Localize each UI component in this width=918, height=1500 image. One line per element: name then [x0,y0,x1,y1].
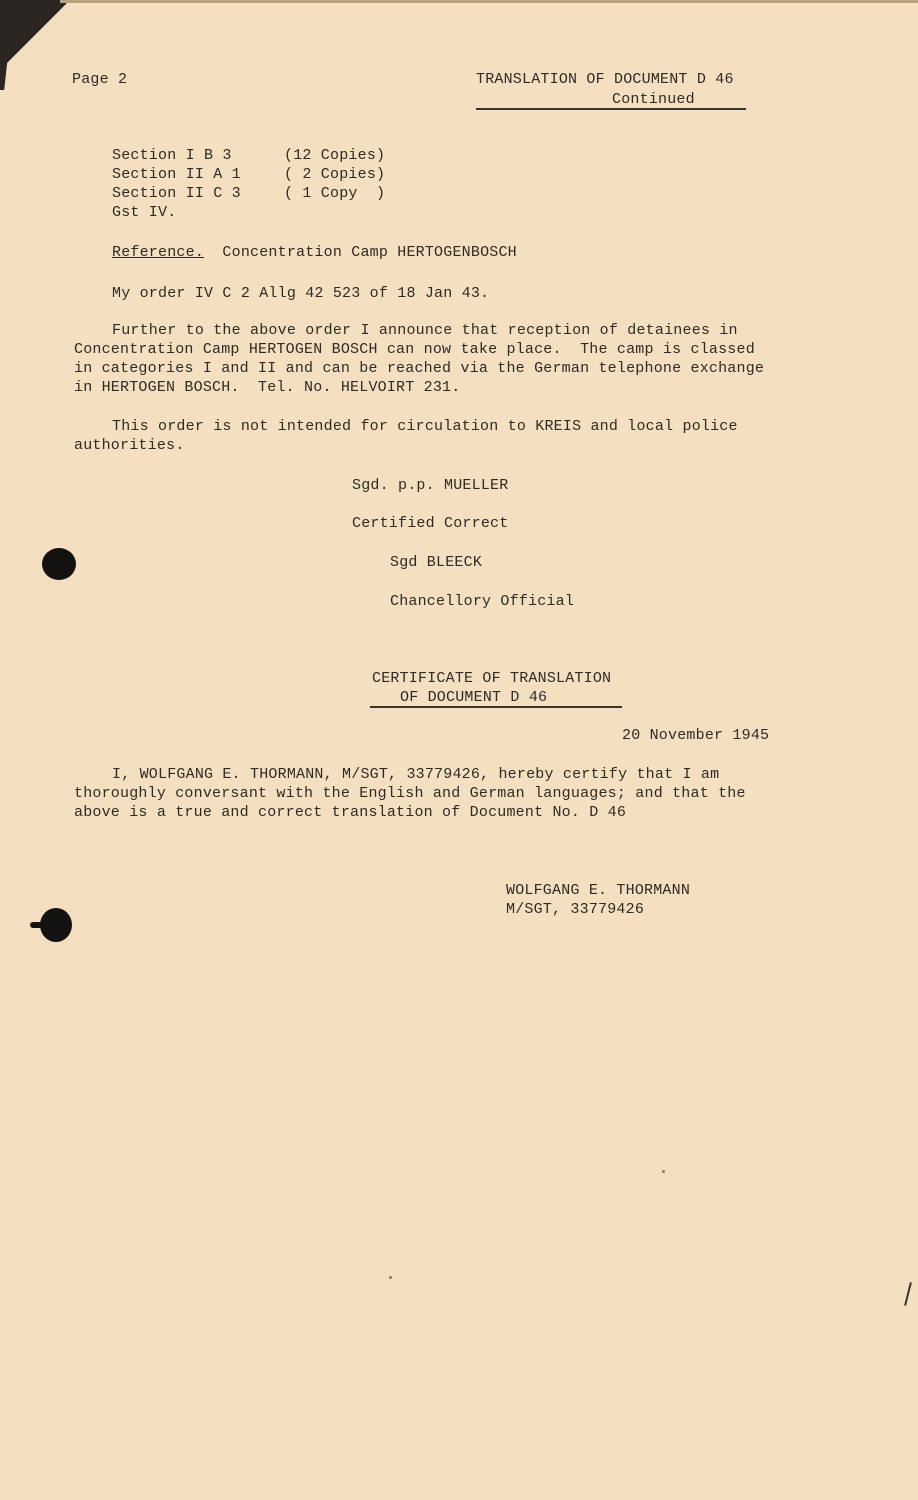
document-title: TRANSLATION OF DOCUMENT D 46 [476,71,734,88]
paper-speck [662,1170,665,1173]
distribution-copies-2: ( 2 Copies) [284,166,386,183]
punch-hole-tear [30,922,46,928]
document-title-continued: Continued [612,91,695,108]
translator-rank: M/SGT, 33779426 [506,901,645,918]
distribution-copies-3: ( 1 Copy ) [284,185,386,202]
distribution-section-1: Section I B 3 [112,147,232,164]
signature-bleeck: Sgd BLEECK [390,554,483,571]
page-top-edge [60,0,918,3]
distribution-section-3: Section II C 3 [112,185,241,202]
paragraph-1-line-2: Concentration Camp HERTOGEN BOSCH can now take place. The camp is classed [74,341,755,358]
paragraph-1-line-1: Further to the above order I announce that reception of detainees in [112,322,738,339]
pen-stroke [904,1282,912,1306]
certificate-title: CERTIFICATE OF TRANSLATION [372,670,612,687]
distribution-section-2: Section II A 1 [112,166,241,183]
reference-text: Concentration Camp HERTOGENBOSCH [222,244,517,261]
signature-mueller: Sgd. p.p. MUELLER [352,477,509,494]
certified-correct: Certified Correct [352,515,509,532]
certificate-subtitle: OF DOCUMENT D 46 [400,689,548,706]
reference-line [112,243,517,262]
header-rule [476,108,746,110]
certificate-line-2: thoroughly conversant with the English and German languages; and that the [74,785,746,802]
certificate-line-1: I, WOLFGANG E. THORMANN, M/SGT, 33779426, hereby certify that I am [112,766,720,783]
order-reference: My order IV C 2 Allg 42 523 of 18 Jan 43. [112,285,490,302]
paragraph-1-line-4: in HERTOGEN BOSCH. Tel. No. HELVOIRT 231. [74,379,461,396]
distribution-section-4: Gst IV. [112,204,177,221]
certificate-line-3: above is a true and correct translation of Document No. D 46 [74,804,627,821]
punch-hole-top [42,548,76,580]
page-number: Page 2 [72,71,128,88]
certificate-rule [370,706,622,708]
paragraph-2-line-2: authorities. [74,437,185,454]
paper-speck [389,1276,392,1279]
paragraph-1-line-3: in categories I and II and can be reached via the German telephone exchange [74,360,765,377]
certificate-date: 20 November 1945 [622,727,770,744]
translator-name: WOLFGANG E. THORMANN [506,882,691,899]
reference-label: Reference. [112,244,205,261]
signatory-title: Chancellory Official [390,593,575,610]
paragraph-2-line-1: This order is not intended for circulation to KREIS and local police [112,418,738,435]
distribution-copies-1: (12 Copies) [284,147,386,164]
